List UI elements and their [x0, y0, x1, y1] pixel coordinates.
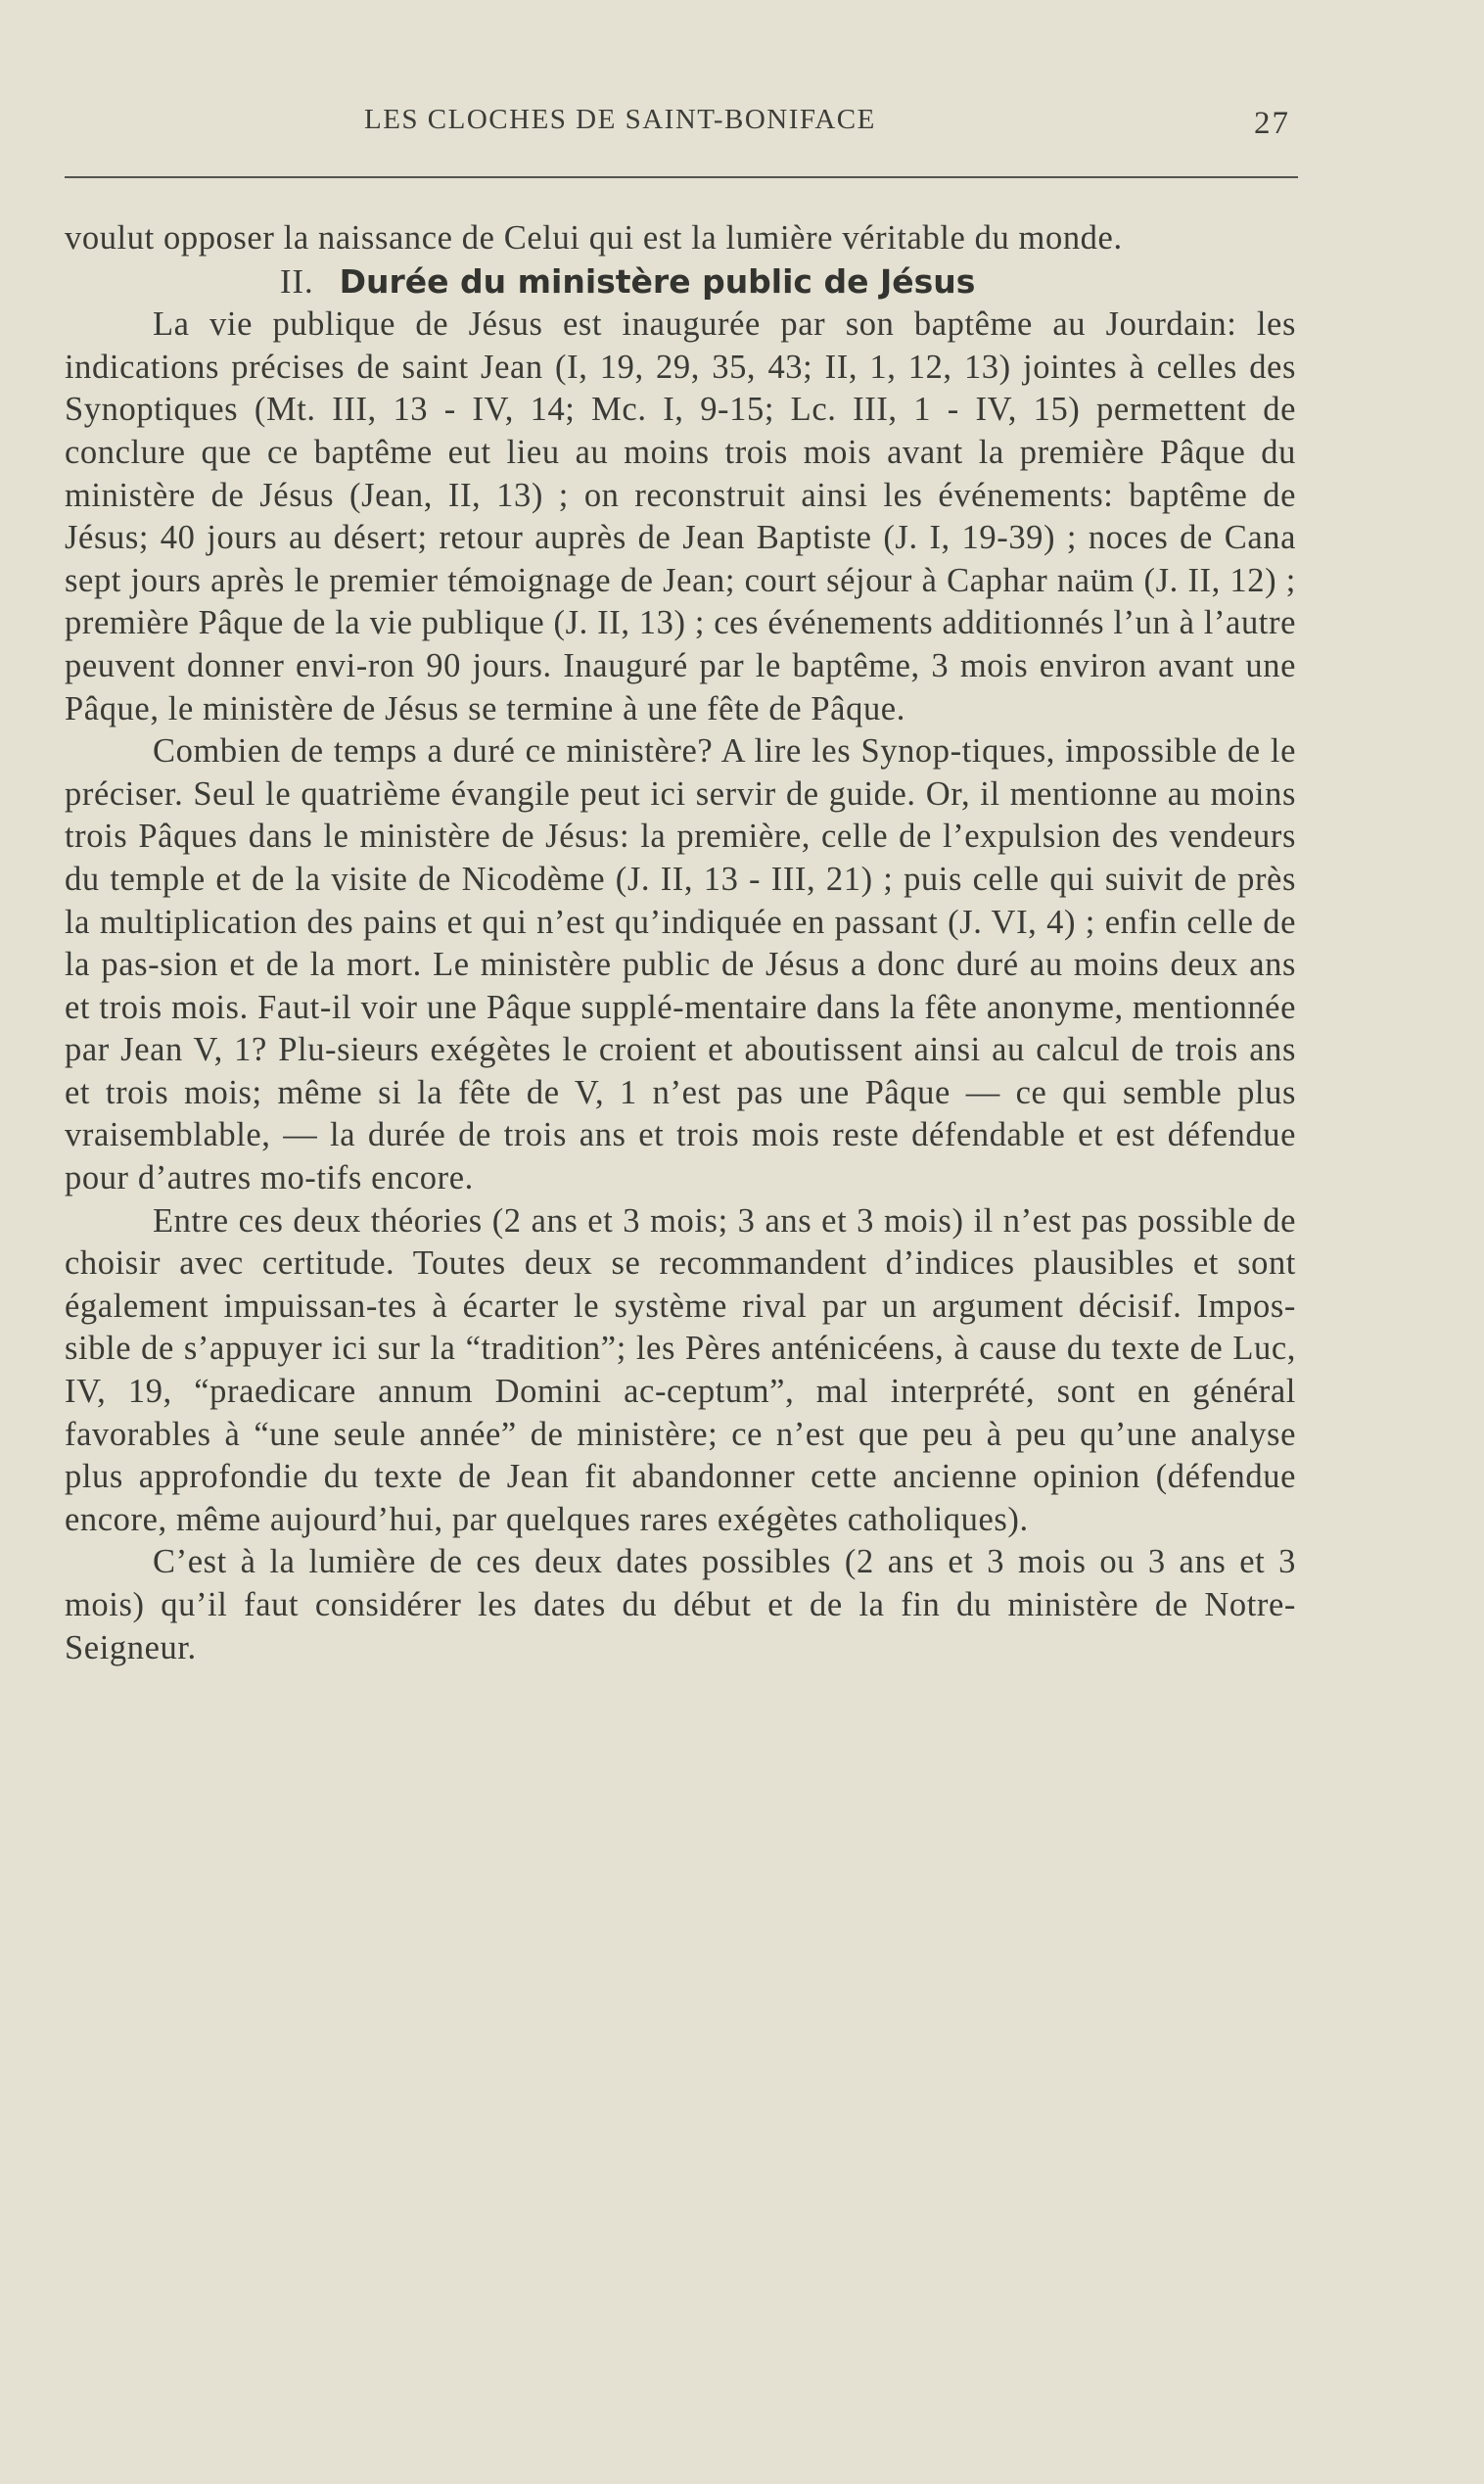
section-numeral: II.	[280, 262, 314, 301]
header-rule	[65, 176, 1298, 178]
section-title: Durée du ministère public de Jésus	[339, 261, 976, 301]
paragraph-conclusion: C’est à la lumière de ces deux dates possibles (2 ans et 3 mois ou 3 ans et 3 mois) qu’il faut considérer les dates du début et de la fin du ministère de Notre-Seigneur.	[65, 1543, 1296, 1666]
running-title: LES CLOCHES DE SAINT-BONIFACE	[364, 104, 876, 135]
page-number: 27	[1254, 106, 1290, 141]
page-header	[65, 94, 1298, 153]
continuation-paragraph: voulut opposer la naissance de Celui qui est la lumière véritable du monde.	[65, 219, 1123, 257]
section-heading	[65, 260, 1296, 305]
page-body	[65, 217, 1296, 1669]
paragraph-theories: Entre ces deux théories (2 ans et 3 mois; 3 ans et 3 mois) il n’est pas possible de choisir avec certitude. Toutes deux se recommandent d’indices plausibles et sont également impuissan-tes à écarter le système rival par un argument décisif. Impos-sible de s’appuyer ici sur la “tradition”; les Pères anténicéens, à cause du texte de Luc, IV, 19, “praedicare annum Domini ac-ceptum”, mal interprété, sont en général favorables à “une seule année” de ministère; ce n’est que peu à peu qu’une analyse plus approfondie du texte de Jean fit abandonner cette ancienne opinion (défendue encore, même aujourd’hui, par quelques rares exégètes catholiques).	[65, 1201, 1296, 1538]
paragraph-baptism: La vie publique de Jésus est inaugurée par son baptême au Jourdain: les indications précises de saint Jean (I, 19, 29, 35, 43; II, 1, 12, 13) jointes à celles des Synoptiques (Mt. III, 13 - IV, 14; Mc. I, 9-15; Lc. III, 1 - IV, 15) permettent de conclure que ce baptême eut lieu au moins trois mois avant la première Pâque du ministère de Jésus (Jean, II, 13) ; on reconstruit ainsi les événements: baptême de Jésus; 40 jours au désert; retour auprès de Jean Baptiste (J. I, 19-39) ; noces de Cana sept jours après le premier témoignage de Jean; court séjour à Caphar naüm (J. II, 12) ; première Pâque de la vie publique (J. II, 13) ; ces événements additionnés l’un à l’autre peuvent donner envi-ron 90 jours. Inauguré par le baptême, 3 mois environ avant une Pâque, le ministère de Jésus se termine à une fête de Pâque.	[65, 305, 1296, 727]
paragraph-duration: Combien de temps a duré ce ministère? A lire les Synop-tiques, impossible de le préciser. Seul le quatrième évangile peut ici servir de guide. Or, il mentionne au moins trois Pâques dans le ministère de Jésus: la première, celle de l’expulsion des vendeurs du temple et de la visite de Nicodème (J. II, 13 - III, 21) ; puis celle qui suivit de près la multiplication des pains et qui n’est qu’indiquée en passant (J. VI, 4) ; enfin celle de la pas-sion et de la mort. Le ministère public de Jésus a donc duré au moins deux ans et trois mois. Faut-il voir une Pâque supplé-mentaire dans la fête anonyme, mentionnée par Jean V, 1? Plu-sieurs exégètes le croient et aboutissent ainsi au calcul de trois ans et trois mois; même si la fête de V, 1 n’est pas une Pâque — ce qui semble plus vraisemblable, — la durée de trois ans et trois mois reste défendable et est défendue pour d’autres mo-tifs encore.	[65, 732, 1296, 1197]
